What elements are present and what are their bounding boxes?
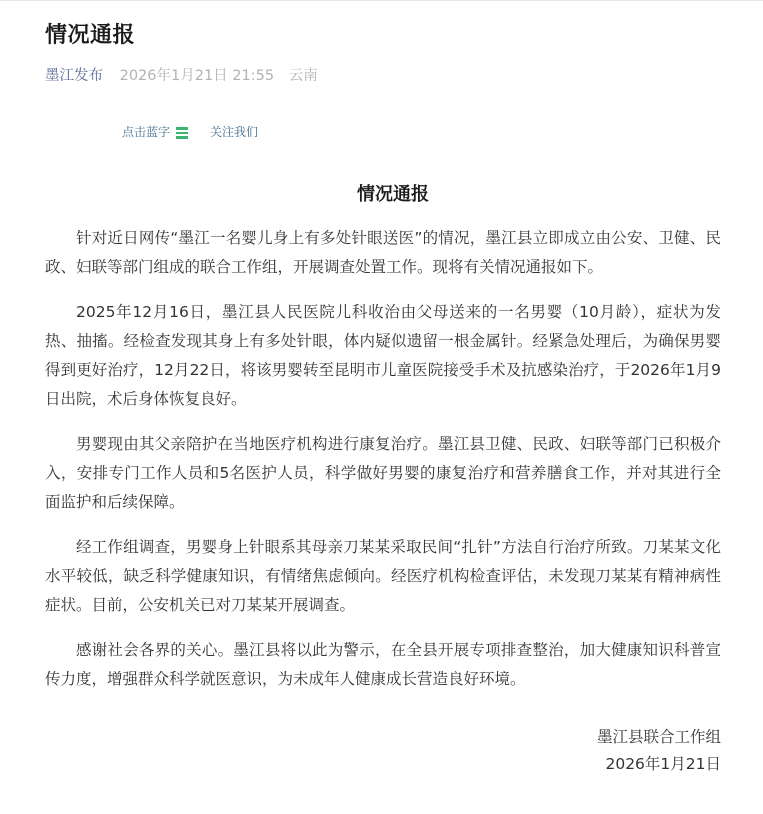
follow-banner[interactable]	[122, 123, 258, 141]
publish-time: 2026年1月21日 21:55	[119, 68, 275, 84]
content-heading: 情况通报	[357, 184, 429, 205]
signature: 墨江县联合工作组	[596, 728, 721, 746]
publish-location: 云南	[288, 68, 318, 84]
follow-label[interactable]: 关注我们	[210, 125, 259, 139]
paragraph: 2025年12月16日，墨江县人民医院儿科收治由父母送来的一名男婴（10月龄），症状为发热、抽搐。经检查发现其身上有多处针眼，体内疑似遗留一根金属针。经紧急处理后，为确保男婴得到更好治疗，12月22日，将该男婴转至昆明市儿童医院接受手术及抗感染治疗，于2026年1月9日出院，术后身体恢复良好。	[45, 303, 721, 408]
paragraph: 男婴现由其父亲陪护在当地医疗机构进行康复治疗。墨江县卫健、民政、妇联等部门已积极介入，安排专门工作人员和5名医护人员，科学做好男婴的康复治疗和营养膳食工作，并对其进行全面监护和后续保障。	[45, 435, 721, 511]
menu-icon	[176, 126, 188, 138]
article-title: 情况通报	[45, 23, 136, 48]
paragraph: 经工作组调查，男婴身上针眼系其母亲刀某某采取民间“扎针”方法自行治疗所致。刀某某文化水平较低，缺乏科学健康知识，有情绪焦虑倾向。经医疗机构检查评估，未发现刀某某有精神病性症状。目前，公安机关已对刀某某开展调查。	[45, 538, 721, 614]
paragraph: 针对近日网传“墨江一名婴儿身上有多处针眼送医”的情况，墨江县立即成立由公安、卫健、民政、妇联等部门组成的联合工作组，开展调查处置工作。现将有关情况通报如下。	[45, 229, 721, 276]
article-meta	[45, 66, 318, 86]
paragraph: 感谢社会各界的关心。墨江县将以此为警示，在全县开展专项排查整治，加大健康知识科普宣传力度，增强群众科学就医意识，为未成年人健康成长营造良好环境。	[45, 641, 721, 688]
signature-date: 2026年1月21日	[605, 755, 721, 773]
author-link[interactable]: 墨江发布	[45, 68, 103, 84]
top-divider	[0, 0, 763, 1]
signature-block	[45, 724, 721, 778]
follow-prompt: 点击蓝字	[122, 125, 171, 139]
article-content	[45, 180, 721, 778]
